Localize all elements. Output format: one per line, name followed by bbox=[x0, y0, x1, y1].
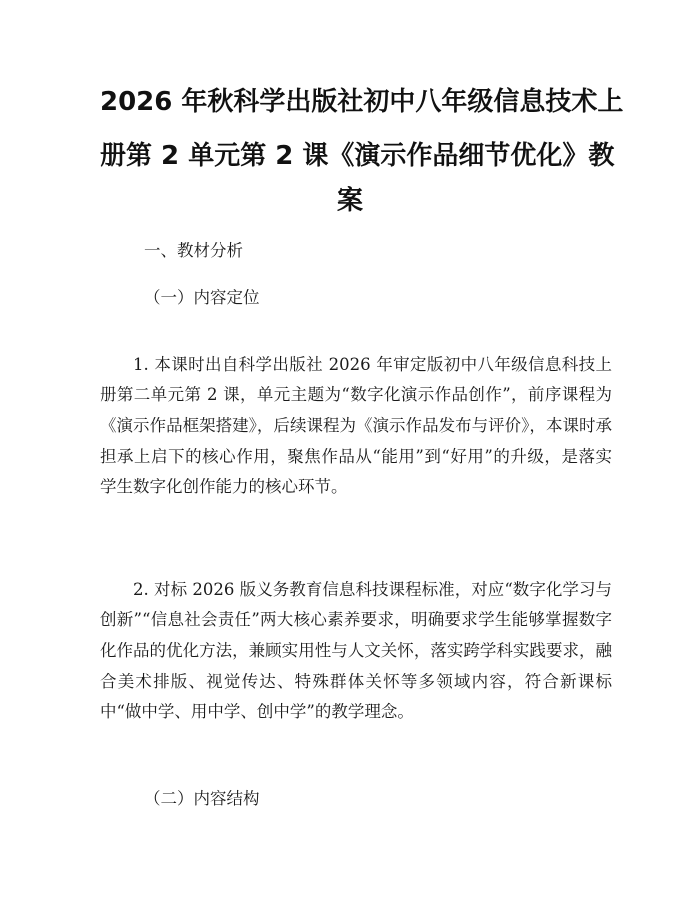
paragraph-1: 1. 本课时出自科学出版社 2026 年审定版初中八年级信息科技上册第二单元第 2 课，单元主题为“数字化演示作品创作”，前序课程为《演示作品框架搭建》，后续课程为《演示作品发布与评价》，本课时承担承上启下的核心作用，聚焦作品从“能用”到“好用”的升级，是落实学生数字化创作能力的核心环节。 bbox=[100, 354, 612, 497]
paragraph-2: 2. 对标 2026 版义务教育信息科技课程标准，对应“数字化学习与创新”“信息社会责任”两大核心素养要求，明确要求学生能够掌握数字化作品的优化方法，兼顾实用性与人文关怀，落实跨学科实践要求，融合美术排版、视觉传达、特殊群体关怀等多领域内容，符合新课标中“做中学、用中学、创中学”的教学理念。 bbox=[100, 579, 612, 722]
subsection-heading-content-structure: （二）内容结构 bbox=[144, 789, 260, 808]
document-title-line-3: 案 bbox=[336, 186, 363, 216]
document-title-line-2: 册第 2 单元第 2 课《演示作品细节优化》教 bbox=[100, 141, 615, 171]
document-title-line-1: 2026 年秋科学出版社初中八年级信息技术上 bbox=[100, 87, 624, 117]
section-heading-textbook-analysis: 一、教材分析 bbox=[144, 241, 243, 260]
subsection-heading-content-positioning: （一）内容定位 bbox=[144, 288, 260, 307]
